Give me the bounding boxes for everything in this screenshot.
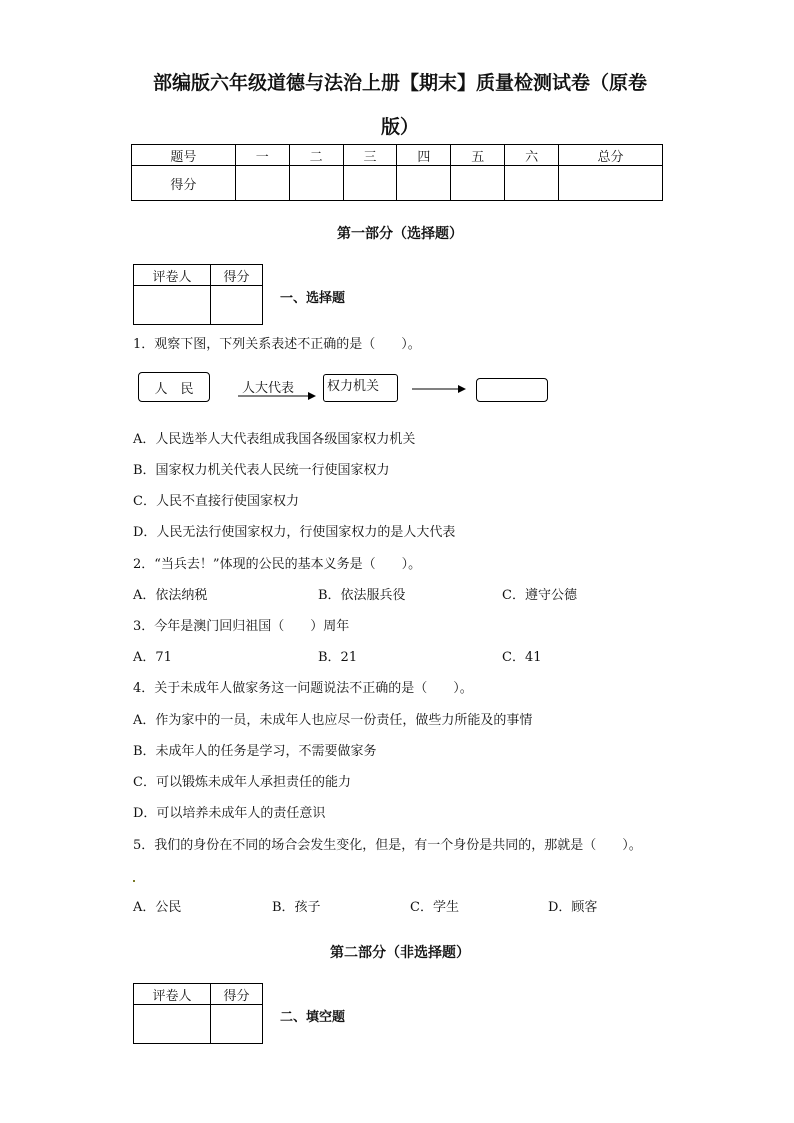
q3-option-a: A．71 — [133, 650, 172, 665]
grader-reviewer-label: 评卷人 — [134, 984, 211, 1005]
score-table-score-row — [132, 166, 663, 201]
q1-option-b: B．国家权力机关代表人民统一行使国家权力 — [133, 463, 390, 478]
score-cell — [559, 166, 663, 201]
q5-option-c: C．学生 — [410, 900, 459, 915]
grader-score-label: 得分 — [211, 265, 263, 286]
score-table-header-row — [132, 145, 663, 166]
score-header-cell: 总分 — [559, 145, 663, 166]
diagram-box-people: 人 民 — [138, 372, 210, 402]
part1-heading: 第一部分（选择题） — [337, 226, 463, 242]
part2-heading: 第二部分（非选择题） — [330, 945, 470, 961]
q5-option-a: A．公民 — [133, 900, 182, 915]
q3-option-b: B．21 — [318, 650, 358, 665]
score-cell — [343, 166, 397, 201]
grader-reviewer-cell — [134, 286, 211, 325]
part1-section-title: 一、选择题 — [280, 291, 346, 306]
q1-option-a: A．人民选举人大代表组成我国各级国家权力机关 — [133, 432, 416, 447]
q2-option-b: B．依法服兵役 — [318, 588, 406, 603]
score-cell — [451, 166, 505, 201]
q1-option-d: D．人民无法行使国家权力，行使国家权力的是人大代表 — [133, 525, 456, 540]
stray-mark — [133, 880, 135, 882]
part1-grader-table — [133, 264, 263, 325]
score-header-cell: 一 — [235, 145, 289, 166]
q4-stem: 4．关于未成年人做家务这一问题说法不正确的是（ ）。 — [133, 681, 473, 696]
diagram-arrow1-label: 人大代表 — [242, 381, 295, 396]
q2-option-c: C．遵守公德 — [502, 588, 577, 603]
part2-section-title: 二、填空题 — [280, 1010, 346, 1025]
q1-option-c: C．人民不直接行使国家权力 — [133, 494, 299, 509]
q5-option-b: B．孩子 — [272, 900, 321, 915]
score-cell — [289, 166, 343, 201]
q5-option-d: D．顾客 — [548, 900, 598, 915]
grader-score-cell — [211, 286, 263, 325]
score-cell — [505, 166, 559, 201]
q4-option-d: D．可以培养未成年人的责任意识 — [133, 806, 326, 821]
score-header-cell: 四 — [397, 145, 451, 166]
q3-option-c: C．41 — [502, 650, 542, 665]
score-header-cell: 六 — [505, 145, 559, 166]
q4-option-c: C．可以锻炼未成年人承担责任的能力 — [133, 775, 351, 790]
part2-grader-table — [133, 983, 263, 1044]
score-cell — [235, 166, 289, 201]
q2-option-a: A．依法纳税 — [133, 588, 208, 603]
score-row-label: 得分 — [132, 166, 236, 201]
diagram-arrow2 — [410, 383, 466, 395]
diagram-arrow1 — [236, 388, 316, 402]
score-header-cell: 三 — [343, 145, 397, 166]
diagram-box-blank — [476, 378, 548, 402]
q1-stem: 1．观察下图，下列关系表述不正确的是（ ）。 — [133, 337, 421, 352]
document-title-line2: 版） — [380, 116, 419, 138]
score-header-cell: 二 — [289, 145, 343, 166]
q5-stem: 5．我们的身份在不同的场合会发生变化，但是，有一个身份是共同的，那就是（ ）。 — [133, 838, 642, 853]
score-header-cell: 题号 — [132, 145, 236, 166]
diagram-box-authority: 权力机关 — [323, 374, 398, 402]
grader-score-label: 得分 — [211, 984, 263, 1005]
document-title-line1: 部编版六年级道德与法治上册【期末】质量检测试卷（原卷 — [152, 72, 647, 94]
grader-score-cell — [211, 1005, 263, 1044]
grader-reviewer-label: 评卷人 — [134, 265, 211, 286]
score-table — [131, 144, 663, 201]
grader-reviewer-cell — [134, 1005, 211, 1044]
score-header-cell: 五 — [451, 145, 505, 166]
q4-option-b: B．未成年人的任务是学习，不需要做家务 — [133, 744, 377, 759]
q3-stem: 3．今年是澳门回归祖国（ ）周年 — [133, 619, 350, 634]
q4-option-a: A．作为家中的一员，未成年人也应尽一份责任，做些力所能及的事情 — [133, 713, 533, 728]
q2-stem: 2．“当兵去！”体现的公民的基本义务是（ ）。 — [133, 557, 422, 572]
score-cell — [397, 166, 451, 201]
